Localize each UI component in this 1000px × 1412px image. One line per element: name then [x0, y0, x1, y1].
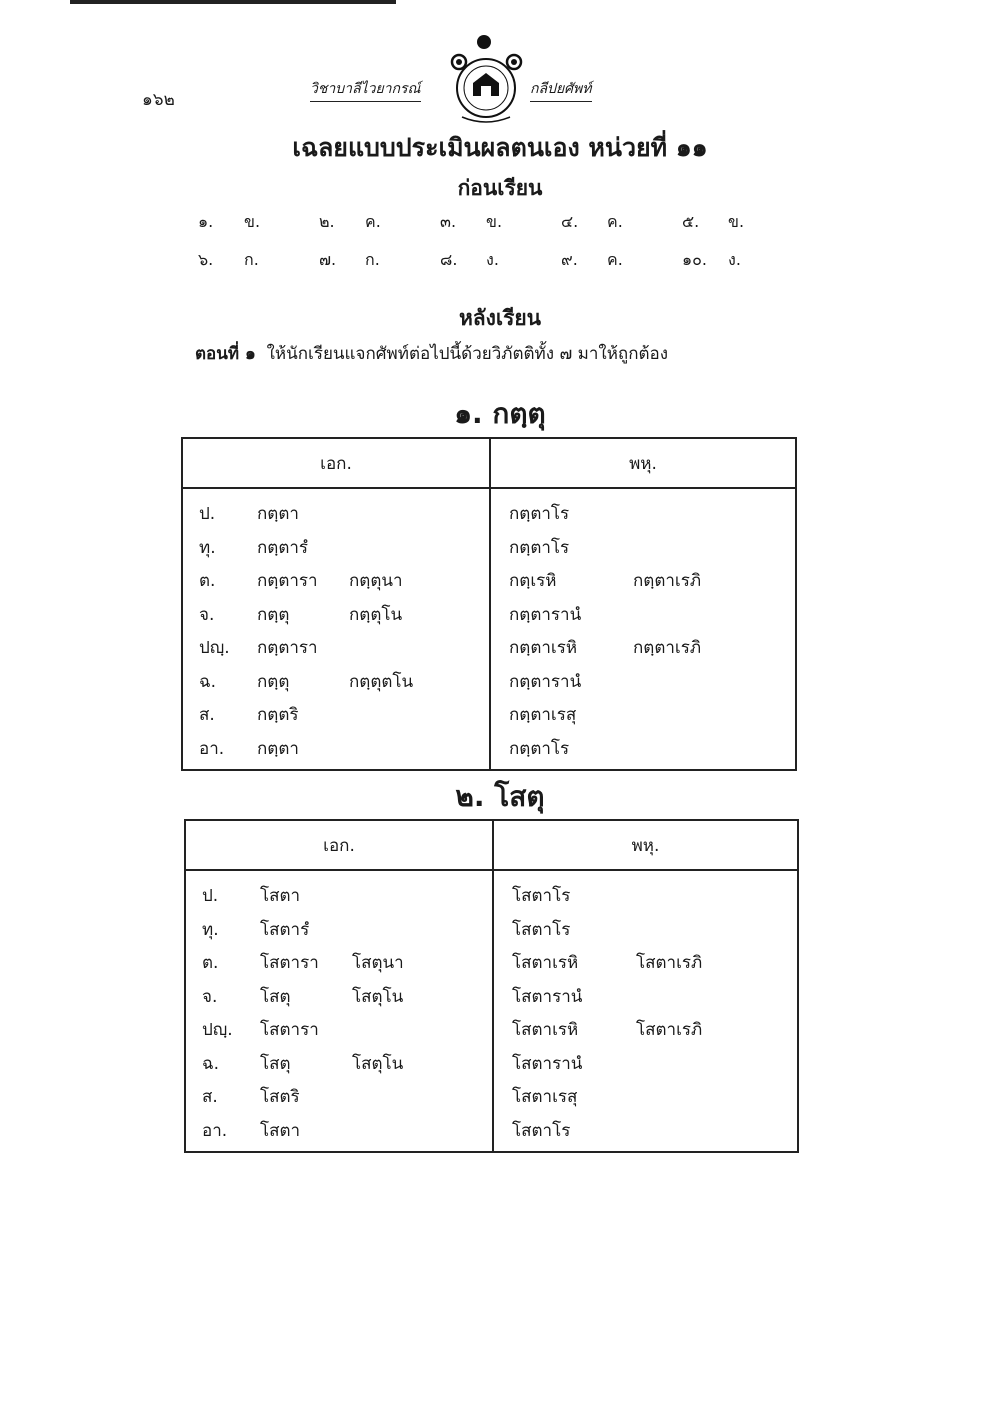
table-row: ฉ. กตฺตุ กตฺตุตโน — [199, 671, 414, 692]
table-row: ทุ. กตฺตารํ — [199, 537, 309, 558]
plural-column — [490, 488, 796, 770]
table-row: ต. กตฺตารา กตฺตุนา — [199, 571, 403, 592]
table-row: ส. โสตริ — [202, 1087, 300, 1108]
table-row: โสตาเรหิ โสตาเรภิ — [512, 1020, 703, 1041]
table-row: อา. โสตา — [202, 1120, 301, 1141]
section-title-kattu: ๑. กตฺตุ — [454, 397, 546, 430]
table-row: กตฺตารานํ — [509, 604, 582, 625]
table-row: โสตาโร — [512, 1120, 571, 1141]
col-header-plural: พหุ. — [493, 820, 798, 870]
singular-column — [185, 870, 493, 1152]
page-number: ๑๖๒ — [142, 90, 175, 110]
table-row: ป. โสตา — [202, 886, 301, 907]
table-row: ต. โสตารา โสตุนา — [202, 953, 404, 974]
header-topic: กลีปยศัพท์ — [530, 78, 592, 102]
declension-table-kattu — [181, 437, 797, 771]
table-row: จ. กตฺตุ กตฺตุโน — [199, 604, 403, 625]
table-row: อา. กตฺตา — [199, 738, 299, 759]
table-row: ส. กตฺตริ — [199, 705, 299, 726]
col-header-singular: เอก. — [182, 438, 490, 488]
top-rule — [70, 0, 396, 4]
answer-item: ๑๐. ง. — [682, 250, 741, 269]
before-heading: ก่อนเรียน — [457, 176, 543, 200]
declension-table-sotu — [184, 819, 799, 1153]
instruction-text: ให้นักเรียนแจกศัพท์ต่อไปนี้ด้วยวิภัตติทั้ง ๗ มาให้ถูกต้อง — [266, 344, 669, 364]
answer-row — [198, 248, 803, 286]
answer-item: ๖. ก. — [198, 250, 259, 269]
header-subject: วิชาบาลีไวยากรณ์ — [310, 78, 421, 102]
table-row: กตฺเรหิ กตฺตาเรภิ — [509, 571, 702, 592]
table-row: จ. โสตุ โสตุโน — [202, 986, 404, 1007]
table-row: ปญฺ. โสตารา — [202, 1020, 319, 1041]
table-row: ปญฺ. กตฺตารา — [199, 638, 318, 659]
answer-item: ๔. ค. — [561, 212, 623, 231]
table-row: กตฺตาเรหิ กตฺตาเรภิ — [509, 638, 702, 659]
table-row: โสตารานํ — [512, 1053, 583, 1074]
part-label: ตอนที่ ๑ — [195, 344, 256, 364]
col-header-plural: พหุ. — [490, 438, 796, 488]
section-title-sotu: ๒. โสตุ — [455, 780, 545, 813]
table-row: โสตาโร — [512, 886, 571, 907]
table-row: โสตาเรหิ โสตาเรภิ — [512, 953, 703, 974]
before-answer-key — [198, 210, 803, 286]
page-title: เฉลยแบบประเมินผลตนเอง หน่วยที่ ๑๑ — [292, 133, 708, 162]
col-header-singular: เอก. — [185, 820, 493, 870]
table-row: ป. กตฺตา — [199, 504, 299, 525]
emblem-logo — [442, 33, 532, 128]
table-row: ทุ. โสตารํ — [202, 919, 310, 940]
answer-item: ๑. ข. — [198, 212, 261, 231]
table-row: โสตาเรสุ — [512, 1087, 578, 1108]
plural-column — [493, 870, 798, 1152]
answer-item: ๗. ก. — [319, 250, 380, 269]
table-row: กตฺตาโร — [509, 537, 570, 558]
instruction — [195, 340, 668, 367]
answer-item: ๓. ข. — [440, 212, 503, 231]
table-row: กตฺตาโร — [509, 504, 570, 525]
table-row: กตฺตาโร — [509, 738, 570, 759]
answer-item: ๕. ข. — [682, 212, 745, 231]
answer-item: ๙. ค. — [561, 250, 623, 269]
singular-column — [182, 488, 490, 770]
table-row: โสตาโร — [512, 919, 571, 940]
table-row: กตฺตาเรสุ — [509, 705, 577, 726]
answer-item: ๒. ค. — [319, 212, 381, 231]
table-row: ฉ. โสตุ โสตุโน — [202, 1053, 404, 1074]
table-row: โสตารานํ — [512, 986, 583, 1007]
answer-row — [198, 210, 803, 248]
answer-item: ๘. ง. — [440, 250, 499, 269]
after-heading: หลังเรียน — [458, 306, 542, 330]
table-row: กตฺตารานํ — [509, 671, 582, 692]
